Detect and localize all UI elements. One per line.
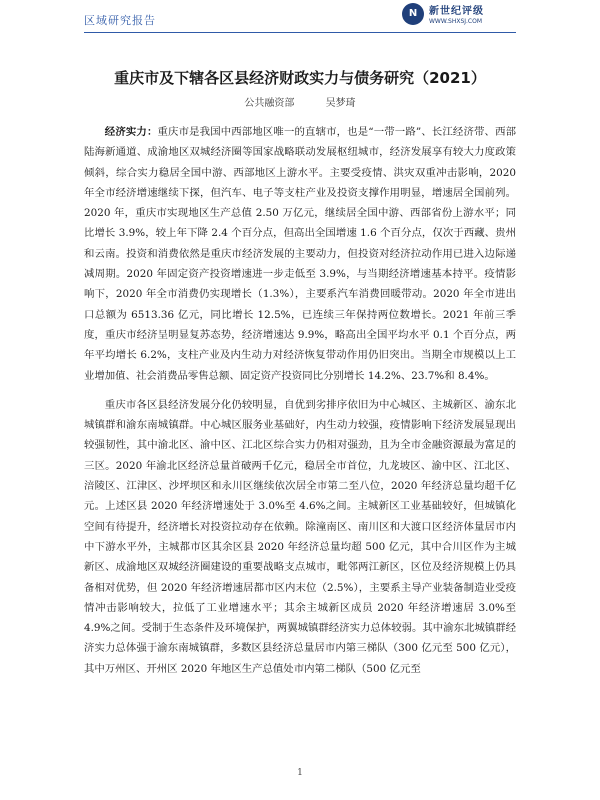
document-title: 重庆市及下辖各区县经济财政实力与债务研究（2021）: [114, 69, 486, 87]
author-name: 吴梦琦: [325, 98, 356, 109]
page-number: 1: [297, 768, 303, 778]
logo-emblem-icon: N: [402, 3, 424, 25]
page-header: [0, 0, 600, 36]
document-body: [84, 122, 516, 688]
author-line: [0, 94, 600, 109]
department-name: 公共融资部: [244, 98, 295, 109]
logo-text: [429, 2, 484, 25]
paragraph-text: 重庆市是我国中西部地区唯一的直辖市，也是“一带一路”、长江经济带、西部陆海新通道、成渝地区双城经济圈等国家战略联动发展枢纽城市，经济发展享有较大力度政策倾斜，综合实力稳居全国中游、西部地区上游水平。主要受疫情、洪灾双重冲击影响，2020 年全市经济增速继续下探，但汽车、电子等支柱产业及投资支撑作用明显，增速居全国前列。2020 年，重庆市实现地区生产总值 2.50 万亿元，继续居全国中游、西部省份上游水平；同比增长 3.9%，较上年下降 2.4 个百分点，但高出全国增速 1.6 个百分点，仅次于西藏、贵州和云南。投资和消费依然是重庆市经济发展的主要动力，但投资对经济拉动作用已进入边际递减周期。2020 年固定资产投资增速进一步走低至 3.9%，与当期经济增速基本持平。疫情影响下，2020 年全市消费仍实现增长（1.3%），主要系汽车消费回暖带动。2020 年全市进出口总额为 6513.36 亿元，同比增长 12.5%，已连续三年保持两位数增长。2021 年前三季度，重庆市经济呈明显复苏态势，经济增速达 9.9%，略高出全国平均水平 0.1 个百分点，两年平均增长 6.2%，支柱产业及内生动力对经济恢复带动作用仍旧突出。当期全市规模以上工业增加值、社会消费品零售总额、固定资产投资同比分别增长 14.2%、23.7%和 8.4%。: [84, 126, 517, 382]
paragraph-text: 重庆市各区县经济发展分化仍较明显，自优到劣排序依旧为中心城区、主城新区、渝东北城镇群和渝东南城镇群。中心城区服务业基础好，内生动力较强，疫情影响下经济发展显现出较强韧性，其中渝北区、渝中区、江北区综合实力仍相对强劲，且为全市金融资源最为富足的三区。2020 年渝北区经济总量首破两千亿元，稳居全市首位，九龙坡区、渝中区、江北区、涪陵区、江津区、沙坪坝区和永川区继续依次居全市第二至八位，2020 年经济总量均超千亿元。上述区县 2020 年经济增速处于 3.0%至 4.6%之间。主城新区工业基础较好，但城镇化空间有待提升，经济增长对投资拉动存在依赖。除潼南区、南川区和大渡口区经济体量居市内中下游水平外，主城都市区其余区县 2020 年经济总量均超 500 亿元，其中合川区作为主城新区、成渝地区双城经济圈建设的重要战略支点城市，毗邻两江新区，区位及经济规模上仍具备相对优势，但 2020 年经济增速居都市区内末位（2.5%），主要系主导产业装备制造业受疫情冲击影响较大，拉低了工业增速水平；其余主城新区成员 2020 年经济增速居 3.0%至 4.9%之间。受制于生态条件及环境保护，两翼城镇群经济实力总体较弱。其中渝东北城镇群经济实力总体强于渝东南城镇群，多数区县经济总量居市内第三梯队（300 亿元至 500 亿元），其中万州区、开州区 2020 年地区生产总值处市内第二梯队（500 亿元至: [84, 398, 516, 675]
header-divider: [84, 32, 516, 33]
logo-name: 新世纪评级: [429, 6, 484, 17]
paragraph: [84, 122, 516, 386]
brand-logo: [402, 2, 484, 25]
paragraph-lead: 经济实力：: [104, 126, 158, 138]
section-title: 区域研究报告: [84, 14, 156, 27]
paragraph: [84, 395, 516, 679]
logo-url: WWW.SHXSJ.COM: [429, 18, 483, 25]
